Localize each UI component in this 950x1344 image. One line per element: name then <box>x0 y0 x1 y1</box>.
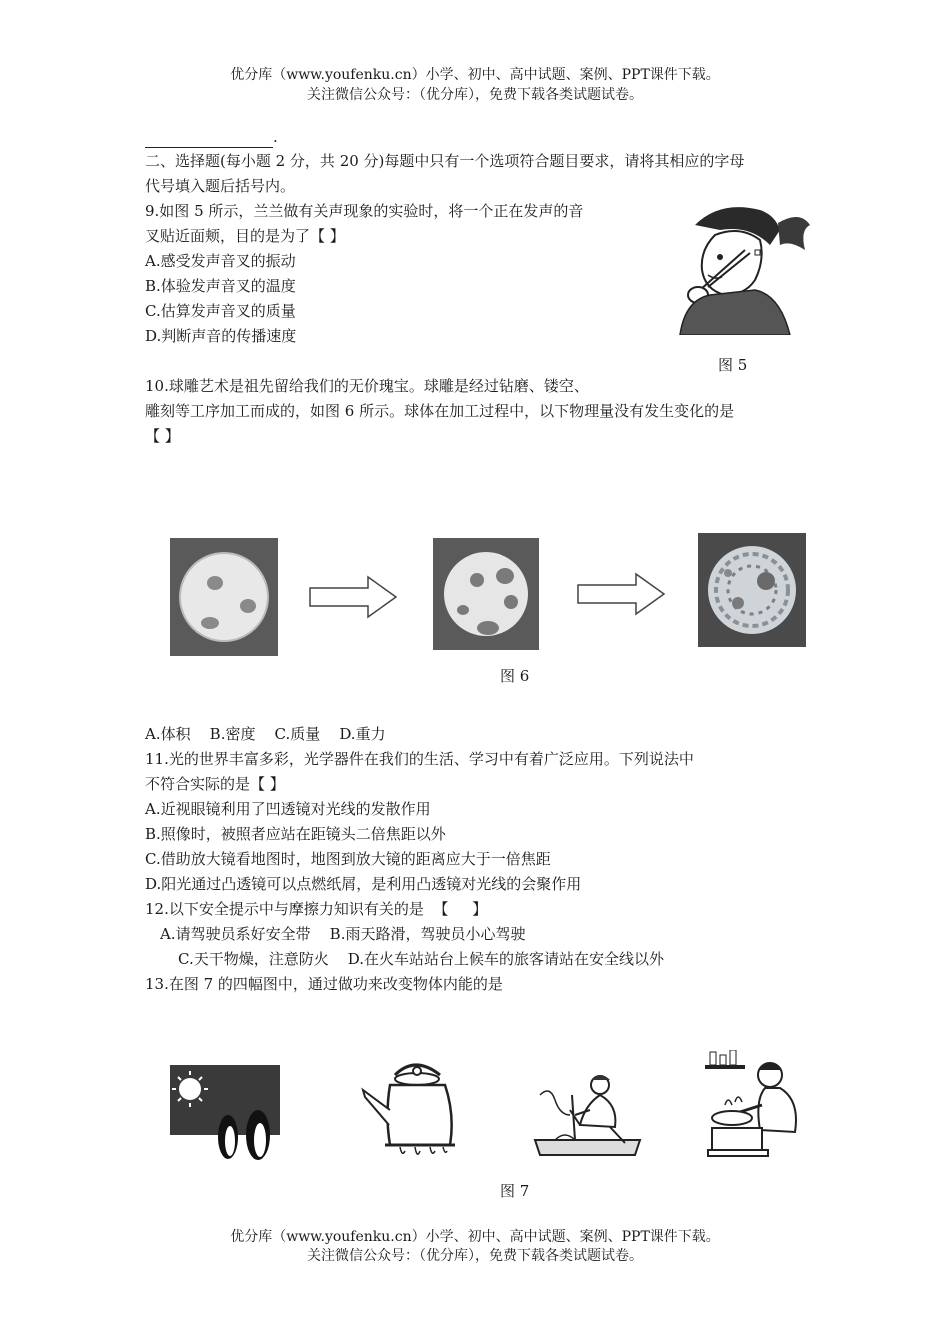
q9-option-c: C.估算发声音叉的质量 <box>145 302 296 320</box>
q9-stem-line-1: 9.如图 5 所示，兰兰做有关声现象的实验时，将一个正在发声的音 <box>145 202 584 220</box>
answer-blank <box>145 133 273 148</box>
q9-stem-line-2: 叉贴近面颊，目的是为了【 】 <box>145 227 345 245</box>
figure-7-person-cooking <box>700 1050 805 1165</box>
q11-option-d: D.阳光通过凸透镜可以点燃纸屑，是利用凸透镜对光线的会聚作用 <box>145 875 582 893</box>
figure-5-caption: 图 5 <box>718 356 748 374</box>
figure-6-caption: 图 6 <box>500 667 530 685</box>
figure-7-caveman-fire <box>530 1055 645 1165</box>
section-title-line-1: 二、选择题(每小题 2 分，共 20 分)每题中只有一个选项符合题目要求，请将其相应的字母 <box>145 152 745 170</box>
figure-6-ball-stage-3 <box>698 533 806 647</box>
figure-6-ball-stage-1 <box>170 538 278 656</box>
q13-stem: 13.在图 7 的四幅图中，通过做功来改变物体内能的是 <box>145 975 503 993</box>
q9-option-b: B.体验发声音叉的温度 <box>145 277 296 295</box>
answer-blank-line <box>145 126 278 148</box>
figure-7-caption: 图 7 <box>500 1182 530 1200</box>
q11-option-b: B.照像时，被照者应站在距镜头二倍焦距以外 <box>145 825 446 843</box>
q12-options-row-2: C.天干物燥，注意防火 D.在火车站站台上候车的旅客请站在安全线以外 <box>178 950 665 968</box>
header-line-1: 优分库（www.youfenku.cn）小学、初中、高中试题、案例、PPT课件下载。 <box>230 67 720 83</box>
answer-blank-tail: . <box>273 128 278 146</box>
q9-option-a: A.感受发声音叉的振动 <box>145 252 296 270</box>
q9-option-d: D.判断声音的传播速度 <box>145 327 297 345</box>
q10-stem-line-2: 雕刻等工序加工而成的，如图 6 所示。球体在加工过程中，以下物理量没有发生变化的是 <box>145 402 735 420</box>
arrow-1 <box>308 575 398 619</box>
q11-option-c: C.借助放大镜看地图时，地图到放大镜的距离应大于一倍焦距 <box>145 850 551 868</box>
figure-7-kettle <box>355 1055 470 1165</box>
q10-options: A.体积 B.密度 C.质量 D.重力 <box>145 725 386 743</box>
footer-line-2: 关注微信公众号：（优分库），免费下载各类试题试卷。 <box>307 1248 643 1264</box>
section-title-line-2: 代号填入题后括号内。 <box>145 177 296 195</box>
arrow-2 <box>576 572 666 616</box>
figure-5-girl-tuning-fork <box>660 195 820 335</box>
q12-options-row-1: A.请驾驶员系好安全带 B.雨天路滑，驾驶员小心驾驶 <box>160 925 526 943</box>
header-line-2: 关注微信公众号：（优分库），免费下载各类试题试卷。 <box>307 87 643 103</box>
q11-stem-line-2: 不符合实际的是【 】 <box>145 775 285 793</box>
q11-stem-line-1: 11.光的世界丰富多彩，光学器件在我们的生活、学习中有着广泛应用。下列说法中 <box>145 750 694 768</box>
footer-line-1: 优分库（www.youfenku.cn）小学、初中、高中试题、案例、PPT课件下载。 <box>230 1229 720 1245</box>
q11-option-a: A.近视眼镜利用了凹透镜对光线的发散作用 <box>145 800 431 818</box>
q10-stem-line-3: 【 】 <box>145 427 180 445</box>
q12-stem: 12.以下安全提示中与摩擦力知识有关的是 【 】 <box>145 900 488 918</box>
q10-stem-line-1: 10.球雕艺术是祖先留给我们的无价瑰宝。球雕是经过钻磨、镂空、 <box>145 377 589 395</box>
figure-6-ball-stage-2 <box>433 538 539 650</box>
figure-7-sun-penguins <box>170 1065 280 1165</box>
